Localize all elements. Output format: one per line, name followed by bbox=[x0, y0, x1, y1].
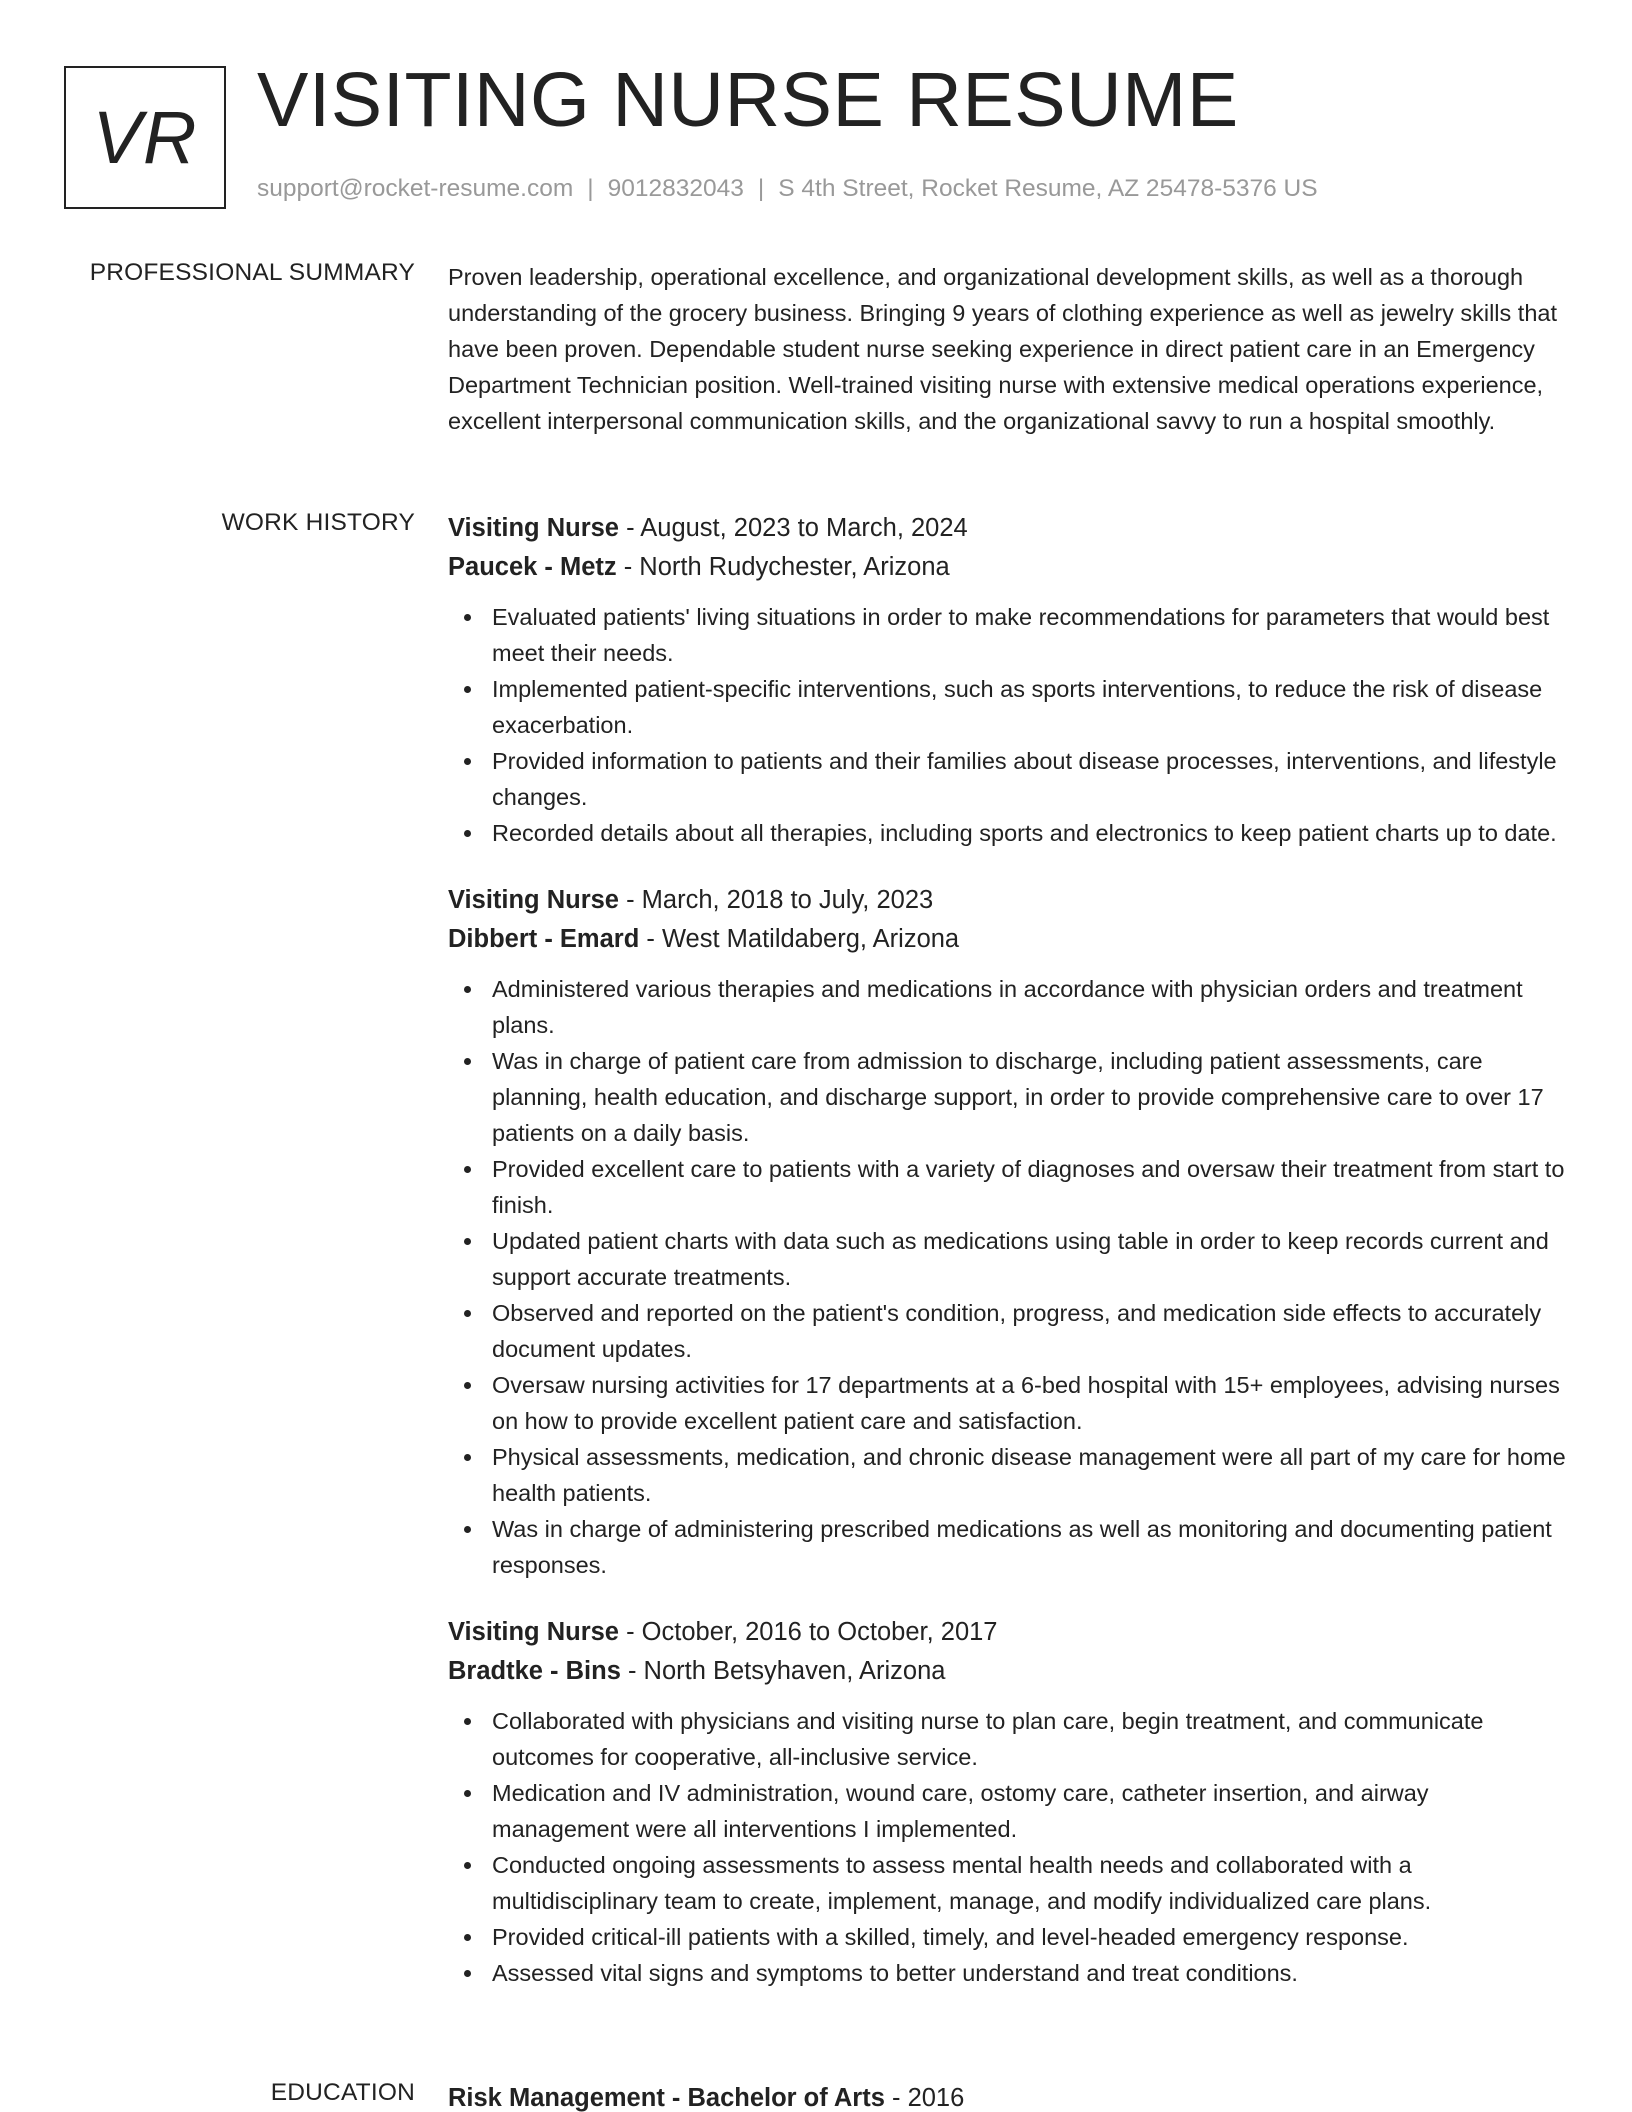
job-title-line bbox=[448, 509, 1568, 548]
job-bullet: Was in charge of patient care from admission to discharge, including patient assessments, care planning, health education, and discharge support, in order to provide comprehensive care to over 17 patients on a daily basis. bbox=[448, 1043, 1568, 1151]
contact-phone: 9012832043 bbox=[607, 175, 744, 202]
job-company-line bbox=[448, 548, 1568, 587]
job-title-line bbox=[448, 881, 1568, 920]
job-bullet: Provided critical-ill patients with a skilled, timely, and level-headed emergency response. bbox=[448, 1919, 1568, 1955]
education-year: - 2016 bbox=[884, 2084, 965, 2112]
job-bullet: Provided excellent care to patients with a variety of diagnoses and oversaw their treatment from start to finish. bbox=[448, 1151, 1568, 1223]
job-bullet: Observed and reported on the patient's condition, progress, and medication side effects to accurately document updates. bbox=[448, 1295, 1568, 1367]
resume-title: VISITING NURSE RESUME bbox=[257, 57, 1239, 143]
education-label: EDUCATION bbox=[270, 2079, 415, 2106]
work-history-list bbox=[448, 509, 1568, 2021]
job-title-line bbox=[448, 1613, 1568, 1652]
job-dates: - October, 2016 to October, 2017 bbox=[619, 1618, 998, 1646]
job-dates: - August, 2023 to March, 2024 bbox=[619, 514, 968, 542]
job-location: - West Matildaberg, Arizona bbox=[639, 925, 960, 953]
work-history-label: WORK HISTORY bbox=[221, 509, 415, 536]
job-bullets bbox=[448, 971, 1568, 1583]
job-dates: - March, 2018 to July, 2023 bbox=[619, 886, 934, 914]
contact-separator: | bbox=[757, 175, 765, 202]
job-entry bbox=[448, 1613, 1568, 1991]
job-company: Dibbert - Emard bbox=[448, 925, 640, 953]
job-bullet: Recorded details about all therapies, including sports and electronics to keep patient charts up to date. bbox=[448, 815, 1568, 851]
contact-separator: | bbox=[587, 175, 594, 202]
job-bullet: Updated patient charts with data such as medications using table in order to keep records current and support accurate treatments. bbox=[448, 1223, 1568, 1295]
job-bullets bbox=[448, 1703, 1568, 1991]
job-title: Visiting Nurse bbox=[448, 1618, 619, 1646]
education-degree: Risk Management - Bachelor of Arts bbox=[448, 2084, 885, 2112]
job-bullet: Implemented patient-specific interventions, such as sports interventions, to reduce the risk of disease exacerbation. bbox=[448, 671, 1568, 743]
job-bullet: Evaluated patients' living situations in order to make recommendations for parameters that would best meet their needs. bbox=[448, 599, 1568, 671]
job-location: - North Rudychester, Arizona bbox=[616, 553, 950, 581]
job-bullet: Collaborated with physicians and visiting nurse to plan care, begin treatment, and communicate outcomes for cooperative, all-inclusive service. bbox=[448, 1703, 1568, 1775]
education-line bbox=[448, 2079, 1568, 2112]
summary-label: PROFESSIONAL SUMMARY bbox=[89, 259, 415, 286]
job-bullet: Provided information to patients and their families about disease processes, interventions, and lifestyle changes. bbox=[448, 743, 1568, 815]
job-bullet: Oversaw nursing activities for 17 departments at a 6-bed hospital with 15+ employees, advising nurses on how to provide excellent patient care and satisfaction. bbox=[448, 1367, 1568, 1439]
job-company: Bradtke - Bins bbox=[448, 1657, 621, 1685]
education-body bbox=[448, 2079, 1568, 2112]
job-bullets bbox=[448, 599, 1568, 851]
contact-address: S 4th Street, Rocket Resume, AZ 25478-5376 US bbox=[778, 175, 1318, 202]
job-entry bbox=[448, 881, 1568, 1583]
monogram-initials: VR bbox=[92, 96, 198, 179]
job-title: Visiting Nurse bbox=[448, 514, 619, 542]
job-bullet: Assessed vital signs and symptoms to better understand and treat conditions. bbox=[448, 1955, 1568, 1991]
job-bullet: Administered various therapies and medications in accordance with physician orders and treatment plans. bbox=[448, 971, 1568, 1043]
job-bullet: Was in charge of administering prescribed medications as well as monitoring and documenting patient responses. bbox=[448, 1511, 1568, 1583]
job-company-line bbox=[448, 920, 1568, 959]
summary-text: Proven leadership, operational excellence, and organizational development skills, as well as a thorough understanding of the grocery business. Bringing 9 years of clothing experience as well as jewelry skills that have been proven. Dependable student nurse seeking experience in direct patient care in an Emergency Department Technician position. Well-trained visiting nurse with extensive medical operations experience, excellent interpersonal communication skills, and the organizational savvy to run a hospital smoothly. bbox=[448, 264, 1557, 434]
job-company-line bbox=[448, 1652, 1568, 1691]
job-title: Visiting Nurse bbox=[448, 886, 619, 914]
monogram-box bbox=[64, 66, 226, 209]
job-bullet: Physical assessments, medication, and chronic disease management were all part of my care for home health patients. bbox=[448, 1439, 1568, 1511]
job-entry bbox=[448, 509, 1568, 851]
job-company: Paucek - Metz bbox=[448, 553, 617, 581]
contact-line bbox=[257, 175, 1318, 203]
job-bullet: Conducted ongoing assessments to assess mental health needs and collaborated with a multidisciplinary team to create, implement, manage, and modify individualized care plans. bbox=[448, 1847, 1568, 1919]
contact-email: support@rocket-resume.com bbox=[257, 175, 574, 202]
job-bullet: Medication and IV administration, wound care, ostomy care, catheter insertion, and airway management were all interventions I implemented. bbox=[448, 1775, 1568, 1847]
job-location: - North Betsyhaven, Arizona bbox=[620, 1657, 946, 1685]
